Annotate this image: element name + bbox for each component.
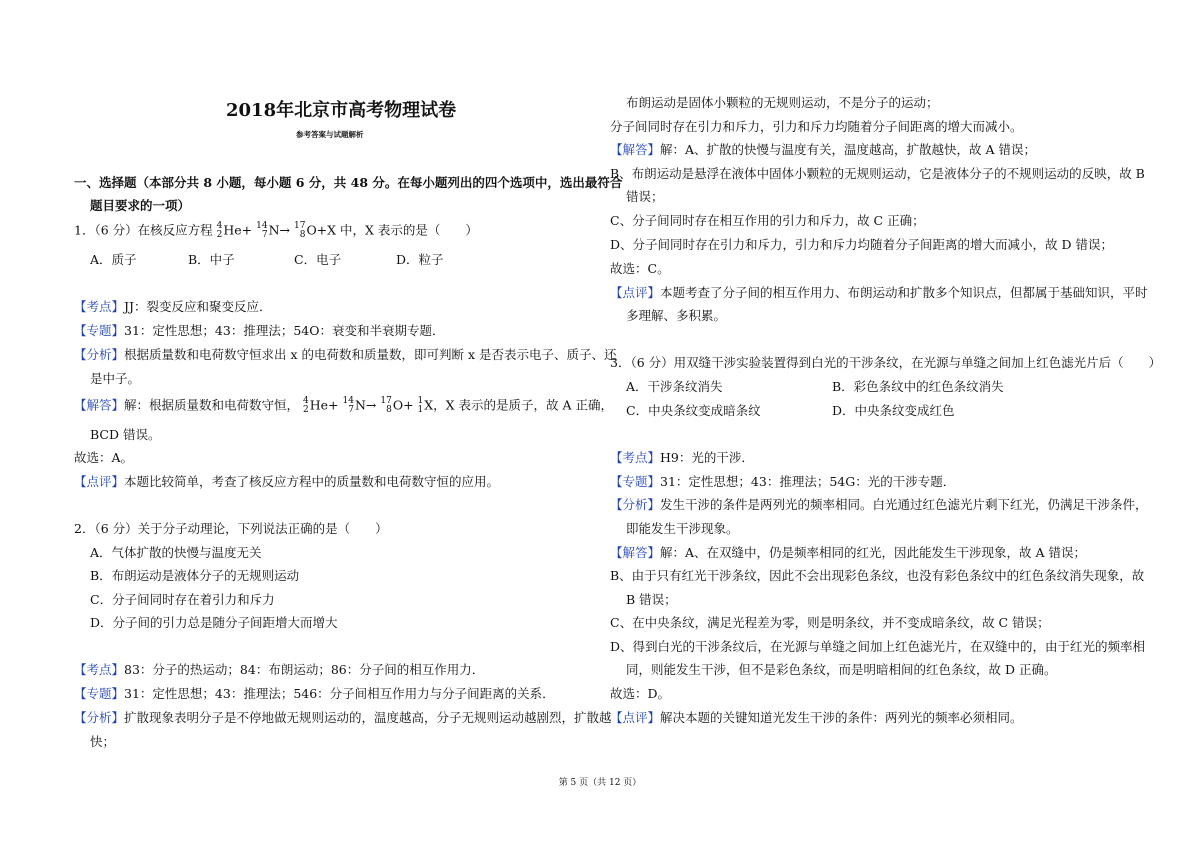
- q3-kaodian-tag: 【考点】: [610, 450, 661, 465]
- q3-fenxi-cont: 即能发生干涉现象。: [626, 521, 739, 536]
- q1-jieda-he-isotope: 4 2: [303, 396, 309, 415]
- page-subtitle: 参考答案与试题解析: [296, 130, 364, 139]
- q1-n-isotope: 14 7: [256, 221, 268, 240]
- q1-fenxi-tag: 【分析】: [74, 347, 125, 362]
- q1-jieda-tag: 【解答】: [74, 397, 125, 413]
- q3-fenxi-tag: 【分析】: [610, 497, 661, 512]
- q1-zhuanti-tag: 【专题】: [74, 323, 125, 338]
- q2-option-b: B．布朗运动是液体分子的无规则运动: [90, 568, 300, 583]
- q1-n-symbol: N→: [268, 222, 290, 238]
- q3-fenxi: [610, 497, 1148, 513]
- q1-jieda-n-isotope: 14 7: [342, 396, 354, 415]
- q2-fenxi-line3: 布朗运动是固体小颗粒的无规则运动，不是分子的运动；: [626, 95, 939, 110]
- q3-zhuanti-tag: 【专题】: [610, 474, 661, 489]
- page-footer: 第 5 页（共 12 页）: [558, 778, 642, 788]
- q1-option-d: D．粒子: [396, 252, 444, 267]
- q1-jieda-x-symbol: X，X 表示的是质子，故 A 正确，: [424, 397, 614, 413]
- q3-jieda: [610, 545, 1086, 561]
- q1-jieda-x-isotope: 1 1: [417, 396, 424, 415]
- q1-jieda-n-symbol: N→: [354, 397, 377, 413]
- q1-stem: [74, 222, 478, 240]
- q3-kaodian: [610, 450, 754, 466]
- q1-o-symbol: O+X 中，X 表示的是（ ）: [306, 222, 478, 238]
- q2-fenxi-text: 扩散现象表明分子是不停地做无规则运动的，温度越高，分子无规则运动越剧烈，扩散越: [124, 710, 612, 725]
- q1-jieda-text: 解：根据质量数和电荷数守恒，: [124, 397, 300, 413]
- q2-jieda-d: D、分子间同时存在引力和斥力，引力和斥力均随着分子间距离的增大而减小，故 D 错误；: [610, 237, 1113, 252]
- q3-jieda-b: B、由于只有红光干涉条纹，因此不会出现彩色条纹，也没有彩色条纹中的红色条纹消失现象，故: [610, 568, 1145, 583]
- q2-jieda-b-cont: 错误；: [626, 189, 664, 204]
- q3-stem: 3．（6 分）用双缝干涉实验装置得到白光的干涉条纹，在光源与单缝之间加上红色滤光片后（ ）: [610, 355, 1162, 370]
- q3-jieda-d: D、得到白光的干涉条纹后，在光源与单缝之间加上红色滤光片，在双缝中的，由于红光的频率相: [610, 639, 1146, 654]
- q1-he-isotope: 4 2: [216, 221, 223, 240]
- q1-zhuanti-text: 31：定性思想；43：推理法；54O：衰变和半衰期专题．: [124, 323, 445, 338]
- section-heading-line2: 题目要求的一项）: [90, 198, 191, 213]
- q1-he-symbol: He+: [223, 222, 253, 238]
- q1-jieda: [74, 397, 613, 415]
- q1-dianping-text: 本题比较简单，考查了核反应方程中的质量数和电荷数守恒的应用。: [124, 474, 500, 489]
- q2-fenxi-tag: 【分析】: [74, 710, 125, 725]
- q1-kaodian-text: JJ：裂变反应和聚变反应．: [124, 299, 272, 314]
- q1-option-b: B．中子: [188, 252, 235, 267]
- q2-zhuanti-text: 31：定性思想；43：推理法；546：分子间相互作用力与分子间距离的关系．: [124, 686, 555, 701]
- q3-dianping-tag: 【点评】: [610, 710, 661, 725]
- q2-kaodian: [74, 662, 484, 678]
- q2-dianping: [610, 285, 1148, 301]
- q2-fenxi-cont: 快；: [90, 734, 116, 749]
- q1-option-a: A．质子: [90, 252, 137, 267]
- q3-option-b: B．彩色条纹中的红色条纹消失: [832, 379, 1004, 394]
- q1-jieda-cont: BCD 错误。: [90, 427, 161, 442]
- q1-dianping: [74, 474, 499, 490]
- q2-jieda-c: C、分子间同时存在相互作用的引力和斥力，故 C 正确；: [610, 213, 925, 228]
- page-title: 2018年北京市高考物理试卷: [226, 100, 457, 121]
- q1-dianping-tag: 【点评】: [74, 474, 125, 489]
- q2-fenxi-line4: 分子间同时存在引力和斥力，引力和斥力均随着分子间距离的增大而减小。: [610, 119, 1023, 134]
- q2-zhuanti: [74, 686, 555, 702]
- q3-jieda-text: 解：A、在双缝中，仍是频率相同的红光，因此能发生干涉现象，故 A 错误；: [660, 545, 1087, 560]
- q2-kaodian-tag: 【考点】: [74, 662, 125, 677]
- q1-stem-prefix: 1．（6 分）在核反应方程: [74, 222, 213, 238]
- q1-fenxi-text: 根据质量数和电荷数守恒求出 x 的电荷数和质量数，即可判断 x 是否表示电子、质子、还: [124, 347, 617, 362]
- q1-option-c: C．电子: [294, 252, 342, 267]
- q3-option-c: C．中央条纹变成暗条纹: [626, 403, 761, 418]
- q1-kaodian: [74, 299, 272, 315]
- q2-jieda: [610, 142, 1036, 158]
- q3-jieda-c: C、在中央条纹，满足光程差为零，则是明条纹，并不变成暗条纹，故 C 错误；: [610, 615, 1050, 630]
- q3-zhuanti-text: 31：定性思想；43：推理法；54G：光的干涉专题．: [660, 474, 956, 489]
- q2-kaodian-text: 83：分子的热运动；84：布朗运动；86：分子间的相互作用力．: [124, 662, 485, 677]
- q2-jieda-b: B、布朗运动是悬浮在液体中固体小颗粒的无规则运动，它是液体分子的不规则运动的反映，故 B: [610, 166, 1145, 181]
- q3-jieda-b-cont: B 错误；: [626, 592, 677, 607]
- q2-dianping-cont: 多理解、多积累。: [626, 308, 727, 323]
- q2-zhuanti-tag: 【专题】: [74, 686, 125, 701]
- q2-jieda-text: 解：A、扩散的快慢与温度有关，温度越高，扩散越快，故 A 错误；: [660, 142, 1037, 157]
- q3-fenxi-text: 发生干涉的条件是两列光的频率相同。白光通过红色滤光片剩下红光，仍满足干涉条件，: [660, 497, 1148, 512]
- q3-kaodian-text: H9：光的干涉．: [660, 450, 754, 465]
- q1-answer: 故选：A。: [74, 450, 134, 465]
- q2-jieda-tag: 【解答】: [610, 142, 661, 157]
- q1-o-isotope: 17 8: [293, 221, 306, 240]
- q2-answer: 故选：C。: [610, 261, 670, 276]
- q2-option-d: D．分子间的引力总是随分子间距增大而增大: [90, 615, 338, 630]
- q2-option-a: A．气体扩散的快慢与温度无关: [90, 545, 262, 560]
- q3-jieda-d-cont: 同，则能发生干涉，但不是彩色条纹，而是明暗相间的红色条纹，故 D 正确。: [626, 662, 1057, 677]
- q2-option-c: C．分子间同时存在着引力和斥力: [90, 592, 275, 607]
- q2-dianping-tag: 【点评】: [610, 285, 661, 300]
- q3-zhuanti: [610, 474, 955, 490]
- q1-jieda-o-isotope: 17 8: [380, 396, 392, 415]
- section-heading-line1: 一、选择题（本部分共 8 小题，每小题 6 分，共 48 分。在每小题列出的四个选项中，选出最符合: [74, 175, 623, 190]
- q1-fenxi-cont: 是中子。: [90, 371, 141, 386]
- q3-option-d: D．中央条纹变成红色: [832, 403, 955, 418]
- q3-option-a: A．干涉条纹消失: [626, 379, 723, 394]
- q2-fenxi: [74, 710, 612, 726]
- q1-jieda-he-symbol: He+: [309, 397, 339, 413]
- q3-dianping: [610, 710, 1023, 726]
- q1-fenxi: [74, 347, 617, 363]
- q2-stem: 2．（6 分）关于分子动理论，下列说法正确的是（ ）: [74, 521, 388, 536]
- q1-jieda-o-symbol: O+: [392, 397, 414, 413]
- q1-zhuanti: [74, 323, 444, 339]
- q2-dianping-text: 本题考查了分子间的相互作用力、布朗运动和扩散多个知识点，但都属于基础知识，平时: [660, 285, 1148, 300]
- q3-dianping-text: 解决本题的关键知道光发生干涉的条件：两列光的频率必须相同。: [660, 710, 1023, 725]
- q1-kaodian-tag: 【考点】: [74, 299, 125, 314]
- q3-jieda-tag: 【解答】: [610, 545, 661, 560]
- q3-answer: 故选：D。: [610, 686, 671, 701]
